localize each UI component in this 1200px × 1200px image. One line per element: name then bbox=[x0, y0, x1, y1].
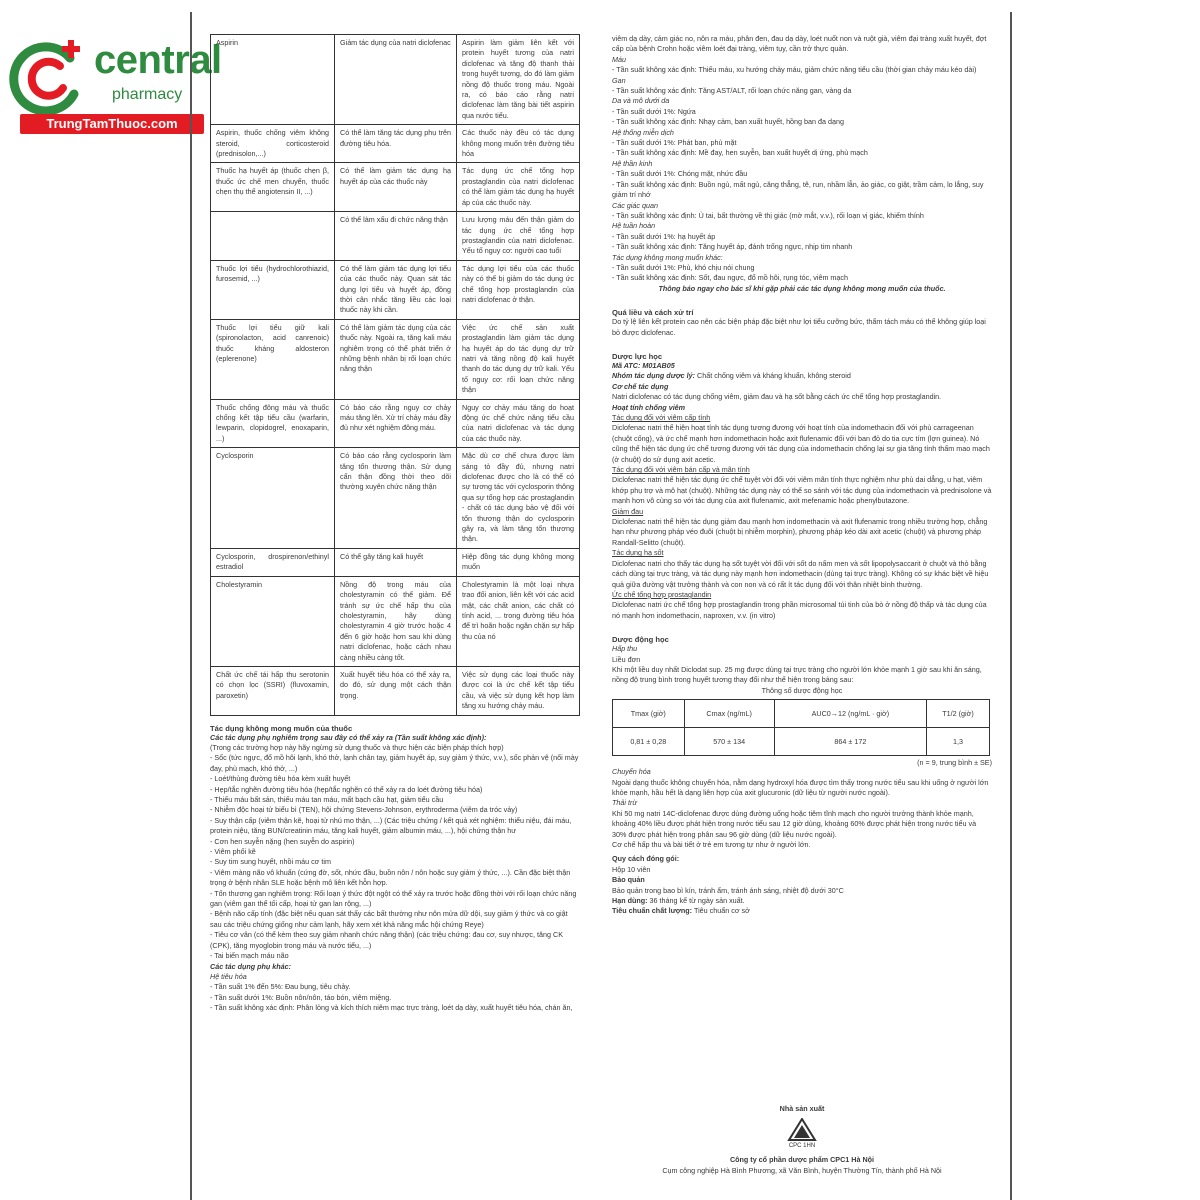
interaction-row bbox=[211, 163, 580, 212]
storage-text: Bảo quản trong bao bì kín, tránh ẩm, tránh ánh sáng, nhiệt độ dưới 30°C bbox=[612, 885, 844, 895]
antipyretic-text: Diclofenac natri cho thấy tác dụng hạ sốt tuyệt vời đối với sốt do nấm men và sốt lipopolysaccarit ở chuột và thỏ bằng cách dùng tại trực tràng, và tác dụng này mạnh hơn indomethacin (dùng tại trực tràng). Không có sự khác biệt về hiệu quả giữa đường vật trưởng thành và con non và có rất ít tác dụng đối với thân nhiệt bình thường. bbox=[612, 558, 989, 589]
packaging-text: Hộp 10 viên bbox=[612, 864, 651, 874]
prostaglandin-text: Diclofenac natri ức chế tổng hợp prostaglandin trong phần microsomal túi tinh của bò ở nồng độ thấp và tác dụng của nó mạnh hơn indomethacin, naproxen, v.v. (in vitro) bbox=[612, 600, 987, 620]
serious-effect-item: - Thiếu máu bất sản, thiếu máu tan máu, mất bạch cầu hạt, giảm tiểu cầu bbox=[210, 795, 444, 804]
serious-effect-item: - Sốc (tức ngực, đổ mồ hôi lạnh, khó thở, lạnh chân tay, giảm huyết áp, suy giảm ý thức, v.v.), sốc phản vệ (nổi mày đay, phù mạch, khó thở, ...) bbox=[210, 753, 579, 773]
serious-effects-list bbox=[210, 753, 580, 961]
left-column bbox=[210, 34, 580, 1014]
pharmacokinetics-title: Dược động học bbox=[612, 635, 669, 645]
adverse-effects-title: Tác dụng không mong muốn của thuốc bbox=[210, 723, 353, 733]
pk-table-note: (n = 9, trung bình ± SE) bbox=[917, 758, 992, 768]
manufacturer-block bbox=[612, 1104, 992, 1176]
effect-cell: Xuất huyết tiêu hóa có thể xảy ra, do đó, sử dụng một cách thận trọng. bbox=[335, 666, 457, 715]
effect-group-item: - Tần suất không xác định: Thiếu máu, xu hướng chảy máu, giảm chức năng tiểu cầu (thời gian chảy máu kéo dài) bbox=[612, 65, 977, 75]
interaction-row bbox=[211, 212, 580, 261]
serious-effects-note: (Trong các trường hợp này hãy ngừng sử dụng thuốc và thực hiện các biện pháp thích hợp) bbox=[210, 742, 504, 752]
storage-title: Bảo quản bbox=[612, 875, 645, 885]
effect-cell: Có thể làm giảm tác dụng hạ huyết áp của các thuốc này bbox=[335, 163, 457, 212]
effect-group-heading: Hệ tuần hoàn bbox=[612, 221, 656, 231]
interacting-drug-cell: Aspirin bbox=[211, 35, 335, 125]
effect-group-heading: Các giác quan bbox=[612, 200, 658, 210]
pharmacologic-group-label: Nhóm tác dụng dược lý: bbox=[612, 371, 696, 381]
gi-effect-item: - Tần suất 1% đến 5%: Đau bụng, tiêu chảy. bbox=[210, 982, 351, 992]
interaction-row bbox=[211, 548, 580, 576]
serious-effect-item: - Suy tim sung huyết, nhồi máu cơ tim bbox=[210, 857, 331, 867]
packaging-title: Quy cách đóng gói: bbox=[612, 854, 680, 864]
effect-group-item: - Tần suất không xác định: Tăng AST/ALT, rối loạn chức năng gan, vàng da bbox=[612, 86, 852, 96]
effect-group-heading: Hệ thống miễn dịch bbox=[612, 127, 674, 137]
interacting-drug-cell: Aspirin, thuốc chống viêm không steroid, corticosteroid (prednisolon,...) bbox=[211, 125, 335, 163]
analgesic-title: Giảm đau bbox=[612, 506, 644, 516]
cpc1-logo-text: CPC 1HN bbox=[788, 1143, 816, 1149]
quality-standard-text: Tiêu chuẩn cơ sở bbox=[693, 906, 750, 916]
interaction-row bbox=[211, 35, 580, 125]
metabolism-title: Chuyển hóa bbox=[612, 767, 651, 777]
single-dose-label: Liều đơn bbox=[612, 654, 641, 664]
interaction-row bbox=[211, 125, 580, 163]
pk-value-cell: 1,3 bbox=[927, 728, 990, 756]
antipyretic-title: Tác dụng hạ sốt bbox=[612, 548, 664, 558]
effect-group-heading: Da và mô dưới da bbox=[612, 96, 670, 106]
serious-effect-item: - Suy thận cấp (viêm thận kẽ, hoại tử nhú mo thận, ...) (Các triệu chứng / kết quả xét nghiệm: thiểu niệu, đái máu, protein niệu, tăng BUN/creatinin máu, tăng kali huyết, giảm albumin máu, ...), hội chứng thận hư bbox=[210, 815, 572, 836]
interacting-drug-cell: Thuốc hạ huyết áp (thuốc chẹn β, thuốc ức chế men chuyển, thuốc chẹn thụ thể angiotensin II, ...) bbox=[211, 163, 335, 212]
mechanism-cell: Tác dụng ức chế tổng hợp prostaglandin của natri diclofenac có thể làm giảm tác dụng hạ huyết áp của các thuốc này. bbox=[457, 163, 580, 212]
anti-inflammatory-title: Hoạt tính chống viêm bbox=[612, 402, 686, 412]
expiry-label: Hạn dùng: bbox=[612, 896, 648, 906]
pharmacodynamics-title: Dược lực học bbox=[612, 351, 663, 361]
interaction-row bbox=[211, 260, 580, 319]
mechanism-cell: Mặc dù cơ chế chưa được làm sáng tỏ đầy đủ, nhưng natri diclofenac được cho là có thể có sự tương tác với cyclosporin thông qua sự tổng hợp các prostaglandin - chất có tác dụng bảo vệ đối với tổn thương thận do cyclosporin gây ra, và làm tăng tổn thương thận. bbox=[457, 448, 580, 549]
effect-group-item: - Tần suất dưới 1%: Ngứa bbox=[612, 106, 696, 116]
serious-effects-heading: Các tác dụng phụ nghiêm trọng sau đây có thể xảy ra (Tần suất không xác định): bbox=[210, 732, 487, 742]
interacting-drug-cell: Chất ức chế tái hấp thu serotonin có chọn lọc (SSRI) (fluvoxamin, paroxetin) bbox=[211, 666, 335, 715]
pk-header-cell: T1/2 (giờ) bbox=[927, 700, 990, 728]
right-column bbox=[612, 34, 992, 1175]
expiry-text: 36 tháng kể từ ngày sản xuất. bbox=[649, 896, 745, 906]
manufacturer-title: Nhà sản xuất bbox=[779, 1104, 825, 1113]
pk-header-cell: Tmax (giờ) bbox=[613, 700, 685, 728]
effect-cell: Có thể làm tăng tác dụng phụ trên đường tiêu hóa. bbox=[335, 125, 457, 163]
effect-group-item: - Tần suất không xác định: Nhạy cảm, ban xuất huyết, hồng ban đa dạng bbox=[612, 117, 845, 127]
effect-group-item: - Tần suất không xác định: Buồn ngủ, mất ngủ, căng thẳng, tê, run, nhầm lẫn, ảo giác, co giật, trầm cảm, lo lắng, suy giảm trí nhớ bbox=[612, 179, 984, 200]
central-pharmacy-logo-mark-icon bbox=[8, 36, 92, 120]
serious-effect-item: - Viêm màng não vô khuẩn (cứng đờ, sốt, nhức đầu, buồn nôn / nôn hoặc suy giảm ý thức, ...). Cần đặc biệt thận trọng ở bệnh nhân SLE hoặc bệnh mô liên kết hỗn hợp. bbox=[210, 867, 571, 888]
analgesic-text: Diclofenac natri thể hiện tác dụng giảm đau mạnh hơn indomethacin và axit flufenamic trong nhiều trường hợp, chẳng hạn như phương pháp véo đuôi (chuột bị nhiễm morphin), phương pháp kéo dài axit acetic (chuột) và phương pháp Randall-Selitto (chuột). bbox=[612, 517, 988, 547]
pk-header-cell: Cmax (ng/mL) bbox=[684, 700, 774, 728]
gi-effect-item: - Tần suất dưới 1%: Buồn nôn/nôn, táo bón, viêm miệng. bbox=[210, 992, 392, 1002]
gi-effect-item: - Tần suất không xác định: Phân lỏng và kích thích niêm mạc trực tràng, loét dạ dày, xuất huyết tiêu hóa, chán ăn, bbox=[210, 1003, 573, 1013]
mechanism-cell: Việc ức chế sản xuất prostaglandin làm giảm tác dụng hạ huyết áp do tác dụng dự trữ natri và tăng nồng độ kali huyết thanh do tác dụng dự trữ kali. Yếu tố nguy cơ: rối loạn chức năng thận bbox=[457, 319, 580, 399]
logo-brand-text: central bbox=[94, 38, 222, 82]
serious-effect-item: - Nhiễm độc hoại tử biểu bì (TEN), hội chứng Stevens-Johnson, erythroderma (viêm da tróc vảy) bbox=[210, 805, 518, 815]
interaction-row bbox=[211, 399, 580, 448]
pk-header-row bbox=[613, 700, 990, 728]
overdose-title: Quá liều và cách xử trí bbox=[612, 308, 694, 318]
pk-value-row bbox=[613, 728, 990, 756]
effect-group-heading: Máu bbox=[612, 54, 626, 64]
overdose-text: Do tỷ lệ liên kết protein cao nên các biện pháp đặc biệt như lợi tiểu cưỡng bức, thẩm tách máu có thể không giúp loại bỏ được diclofenac. bbox=[612, 317, 986, 337]
effect-groups bbox=[612, 55, 992, 284]
manufacturer-name: Công ty cổ phần dược phẩm CPC1 Hà Nội bbox=[729, 1155, 875, 1165]
effect-group-item: - Tần suất không xác định: Sốt, đau ngực, đổ mồ hôi, rụng tóc, viêm mạch bbox=[612, 273, 849, 283]
interaction-row bbox=[211, 319, 580, 399]
mechanism-cell: Lưu lượng máu đến thận giảm do tác dụng ức chế tổng hợp prostaglandin của natri diclofenac. Yếu tố nguy cơ: người cao tuổi bbox=[457, 212, 580, 261]
serious-effect-item: - Cơn hen suyễn nặng (hen suyễn do aspirin) bbox=[210, 836, 355, 846]
serious-effect-item: - Bệnh não cấp tính (đặc biệt nếu quan sát thấy các bất thường như nôn mửa dữ dội, suy giảm ý thức và co giật sau các triệu chứng giống như cảm lạnh, hãy xem xét khả năng mắc hội chứng Reye) bbox=[210, 909, 568, 929]
interacting-drug-cell: Cholestyramin bbox=[211, 576, 335, 666]
effect-group-item: - Tần suất không xác định: Mề đay, hen suyễn, ban xuất huyết dị ứng, phù mạch bbox=[612, 148, 868, 158]
interacting-drug-cell: Cyclosporin bbox=[211, 448, 335, 549]
gi-continued-text: viêm dạ dày, cảm giác no, nôn ra máu, phân đen, đau dạ dày, loét nuốt non và ruột già, viêm đại tràng xuất huyết, đợt cấp của bệnh Crohn hoặc viêm loét đại tràng, viêm tụy, cần trở thực quản. bbox=[612, 34, 987, 54]
interacting-drug-cell: Thuốc lợi tiểu (hydrochlorothiazid, furosemid, ...) bbox=[211, 260, 335, 319]
interaction-row bbox=[211, 666, 580, 715]
effect-cell: Có thể gây tăng kali huyết bbox=[335, 548, 457, 576]
drug-interaction-table bbox=[210, 34, 580, 716]
acute-inflammation-text: Diclofenac natri thể hiện hoạt tính tác dụng tương đương với hoạt tính của indomethacin đối với phù carrageenan (chuột cống), và ức chế mạnh hơn indomethacin hoặc axit flufenamic đối với ban đỏ do tia cực tím (lợn guinea). Nó cũng thể hiện tác dụng ức chế tương đương với tác dụng của indomethacin chống lại sự gia tăng tính thấm mao mạch (ở chuột) do sử dụng axit acetic. bbox=[612, 423, 990, 464]
mechanism-cell: Nguy cơ chảy máu tăng do hoạt động ức chế chức năng tiểu cầu của natri diclofenac và tác dụng của các thuốc này. bbox=[457, 399, 580, 448]
mechanism-cell: Cholestyramin là một loại nhựa trao đổi anion, liên kết với các acid mật, các chất anion, các chất có tính acid, ... trong đường tiêu hóa để trì hoãn hoặc ngăn chặn sự hấp thu của nó bbox=[457, 576, 580, 666]
acute-inflammation-title: Tác dụng đối với viêm cấp tính bbox=[612, 413, 711, 422]
central-pharmacy-logo bbox=[8, 36, 222, 136]
pk-value-cell: 570 ± 134 bbox=[684, 728, 774, 756]
mechanism-cell: Aspirin làm giảm liên kết với protein huyết tương của natri diclofenac và tăng độ thanh thải trong huyết tương, do đó làm giảm nồng độ thuốc trong máu. Ngoài ra, có báo cáo rằng natri diclofenac làm tăng bài tiết aspirin qua nước tiểu. bbox=[457, 35, 580, 125]
excretion-title: Thải trừ bbox=[612, 798, 637, 808]
leaflet-page bbox=[190, 12, 1012, 1200]
cpc1-logo-icon bbox=[782, 1118, 822, 1148]
mechanism-title: Cơ chế tác dụng bbox=[612, 381, 669, 391]
pharmacologic-group-text: Chất chống viêm và kháng khuẩn, không steroid bbox=[697, 371, 851, 381]
excretion-text: Khi 50 mg natri 14C-diclofenac được dùng đường uống hoặc tiêm tĩnh mạch cho người trưởng thành khỏe mạnh, khoảng 40% liều được phát hiện trong nước tiểu sau 12 giờ dùng, khoảng 60% được phát hiện trong nước tiểu và 30% được phát hiện trong phân sau 96 giờ dùng (dữ liệu nước ngoài). bbox=[612, 808, 977, 839]
mechanism-cell: Hiệp đồng tác dụng không mong muốn bbox=[457, 548, 580, 576]
pk-value-cell: 864 ± 172 bbox=[774, 728, 926, 756]
pk-table-caption: Thông số dược động học bbox=[761, 685, 843, 695]
interaction-row bbox=[211, 576, 580, 666]
pk-intro-text: Khi một liều duy nhất Diclodat sup. 25 mg được dùng tại trực tràng cho người lớn khỏe mạnh 1 giờ sau khi ăn sáng, nồng độ trung bình trong huyết tương thay đổi như thể hiện trong bảng sau: bbox=[612, 664, 982, 685]
interacting-drug-cell: Thuốc lợi tiểu giữ kali (spironolacton, acid canrenoic) thuốc kháng aldosteron (eplerenone) bbox=[211, 319, 335, 399]
effect-group-item: - Tần suất không xác định: Ù tai, bất thường về thị giác (mờ mắt, v.v.), rối loạn vị giác, khiếm thính bbox=[612, 210, 924, 220]
mechanism-cell: Việc sử dụng các loại thuốc này được coi là ức chế kết tập tiểu cầu, và việc sử dụng kết hợp làm tăng xu hướng chảy máu. bbox=[457, 666, 580, 715]
serious-effect-item: - Tổn thương gan nghiêm trọng: Rối loạn ý thức đột ngột có thể xảy ra trước hoặc đồng thời với rối loạn chức năng gan (viêm gan thể tối cấp, hoại tử gan lan rộng, ...) bbox=[210, 888, 577, 909]
gi-heading: Hệ tiêu hóa bbox=[210, 971, 247, 981]
effect-group-heading: Tác dụng không mong muốn khác: bbox=[612, 252, 723, 262]
effect-cell: Có báo cáo rằng nguy cơ chảy máu tăng lên. Xử trí chảy máu đầy đủ như xét nghiệm đông máu. bbox=[335, 399, 457, 448]
interacting-drug-cell: Cyclosporin, drospirenon/ethinyl estradiol bbox=[211, 548, 335, 576]
gi-effects-list bbox=[210, 982, 580, 1013]
metabolism-text: Ngoài dạng thuốc không chuyển hóa, nằm dạng hydroxyl hóa được tìm thấy trong nước tiểu sau khi uống ở người lớn khỏe mạnh, hầu hết là dạng liên hợp của axit glucuronic (dữ liệu từ người nước ngoài). bbox=[612, 777, 989, 797]
excretion-note: Cơ chế hấp thu và bài tiết ở trẻ em tương tự như ở người lớn. bbox=[612, 840, 811, 849]
effect-group-item: - Tần suất dưới 1%: hạ huyết áp bbox=[612, 231, 716, 241]
effect-group-heading: Gan bbox=[612, 75, 626, 85]
effect-cell: Có thể làm giảm tác dụng của các thuốc này. Ngoài ra, tăng kali máu nghiêm trọng có thể phát triển ở những bệnh nhân bị rối loạn chức năng thận bbox=[335, 319, 457, 399]
serious-effect-item: - Viêm phổi kẽ bbox=[210, 847, 256, 857]
effect-cell: Có thể làm xấu đi chức năng thận bbox=[335, 212, 457, 261]
serious-effect-item: - Loét/thủng đường tiêu hóa kèm xuất huyết bbox=[210, 774, 351, 784]
notify-doctor-text: Thông báo ngay cho bác sĩ khi gặp phải các tác dụng không mong muốn của thuốc. bbox=[658, 283, 946, 293]
manufacturer-address: Cụm công nghiệp Hà Bình Phương, xã Văn Bình, huyện Thường Tín, thành phố Hà Nội bbox=[662, 1165, 942, 1175]
interaction-row bbox=[211, 448, 580, 549]
serious-effect-item: - Tiêu cơ vân (có thể kèm theo suy giảm nhanh chức năng thận) (các triệu chứng: đau cơ, suy nhược, tăng CK (CPK), tăng myoglobin trong máu và nước tiểu, ...) bbox=[210, 930, 563, 950]
other-effects-heading: Các tác dụng phụ khác: bbox=[210, 961, 292, 971]
prostaglandin-title: Ức chế tổng hợp prostaglandin bbox=[612, 589, 712, 599]
effect-cell: Nồng độ trong máu của cholestyramin có thể giảm. Để tránh sự ức chế hấp thu của cholestyramin, hãy dùng cholestyramin 4 giờ trước hoặc 4 đến 6 giờ hoặc hơn sau khi dùng natri diclofenac, hoặc cách nhau càng nhiều càng tốt. bbox=[335, 576, 457, 666]
interacting-drug-cell: Thuốc chống đông máu và thuốc chống kết tập tiểu cầu (warfarin, lewparin, clopidogrel, enoxaparin, ...) bbox=[211, 399, 335, 448]
effect-cell: Có báo cáo rằng cyclosporin làm tăng tổn thương thận. Sử dụng cẩn thận đồng thời theo dõi thường xuyên chức năng thận bbox=[335, 448, 457, 549]
effect-group-heading: Hệ thần kinh bbox=[612, 158, 653, 168]
logo-url-banner: TrungTamThuoc.com bbox=[20, 114, 204, 134]
chronic-inflammation-text: Diclofenac natri thể hiện tác dụng ức chế tuyệt vời đối với viêm mãn tính thực nghiệm như phù dai dẳng, u hạt, viêm khớp phụ trợ và mô hạt (chuột). Những tác dụng này có thể so sánh với tác dụng của indomethacin và prednisolone và mạnh hơn vô cùng so với tác dụng của axit flufenamic, axit mefenamic hoặc phenylbutazone. bbox=[612, 475, 992, 506]
interaction-table-body bbox=[211, 35, 580, 716]
serious-effect-item: - Tai biến mạch máu não bbox=[210, 951, 289, 961]
interacting-drug-cell bbox=[211, 212, 335, 261]
absorption-label: Hấp thu bbox=[612, 644, 638, 654]
pk-value-cell: 0,81 ± 0,28 bbox=[613, 728, 685, 756]
effect-group-item: - Tần suất dưới 1%: Phát ban, phù mặt bbox=[612, 138, 737, 148]
atc-code: Mã ATC: M01AB05 bbox=[612, 360, 675, 370]
mechanism-text: Natri diclofenac có tác dụng chống viêm, giảm đau và hạ sốt bằng cách ức chế tổng hợp prostaglandin. bbox=[612, 392, 942, 402]
pk-header-cell: AUC0→12 (ng/mL · giờ) bbox=[774, 700, 926, 728]
effect-group-item: - Tần suất không xác định: Tăng huyết áp, đánh trống ngực, nhịp tim nhanh bbox=[612, 242, 853, 252]
serious-effect-item: - Hẹp/tắc nghẽn đường tiêu hóa (hẹp/tắc nghẽn có thể xảy ra do loét đường tiêu hóa) bbox=[210, 784, 483, 794]
mechanism-cell: Các thuốc này đều có tác dụng không mong muốn trên đường tiêu hóa bbox=[457, 125, 580, 163]
effect-group-item: - Tần suất dưới 1%: Phù, khó chịu nói chung bbox=[612, 262, 755, 272]
effect-cell: Có thể làm giảm tác dụng lợi tiểu của các thuốc này. Quan sát tác dụng lợi tiểu và huyết áp, đồng thời cân nhắc tăng liều các loại thuốc này khi cần. bbox=[335, 260, 457, 319]
pk-parameters-table bbox=[612, 699, 990, 756]
chronic-inflammation-title: Tác dụng đối với viêm bán cấp và mãn tính bbox=[612, 465, 750, 475]
effect-group-item: - Tần suất dưới 1%: Chóng mặt, nhức đầu bbox=[612, 169, 748, 179]
effect-cell: Giảm tác dụng của natri diclofenac bbox=[335, 35, 457, 125]
logo-sub-text: pharmacy bbox=[112, 86, 183, 103]
mechanism-cell: Tác dụng lợi tiểu của các thuốc này có thể bị giảm do tác dụng ức chế tổng hợp prostaglandin của natri diclofenac ở thận. bbox=[457, 260, 580, 319]
quality-standard-label: Tiêu chuẩn chất lượng: bbox=[612, 906, 693, 916]
